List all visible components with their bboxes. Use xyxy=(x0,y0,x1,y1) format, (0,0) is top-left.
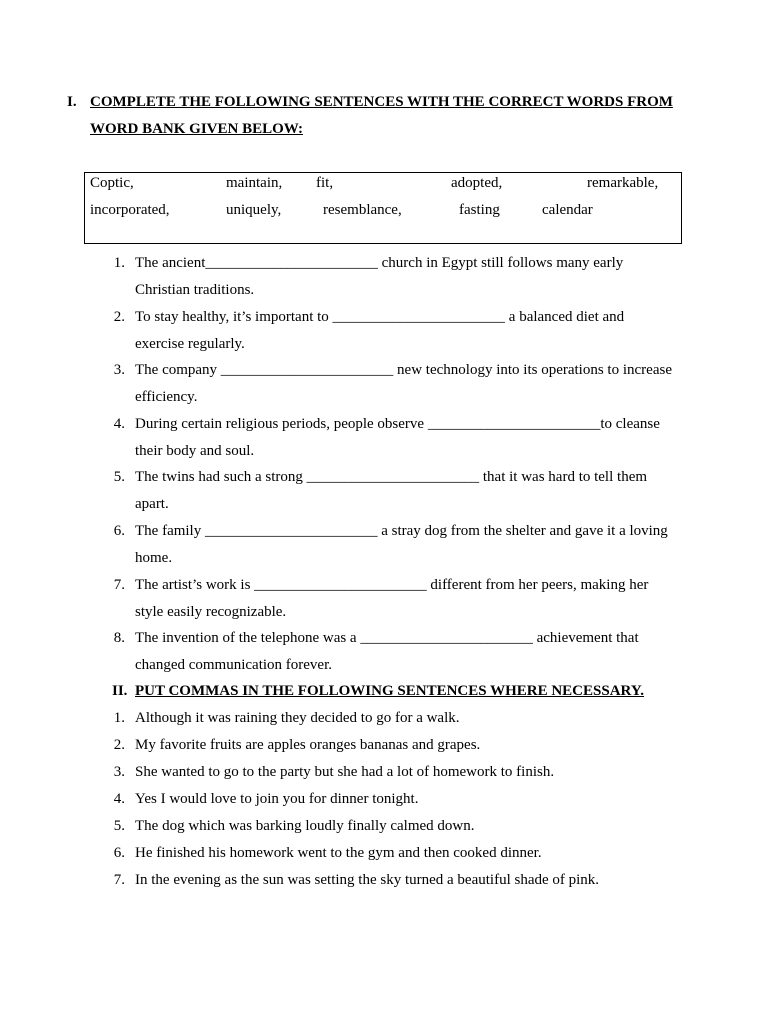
word-bank-word: maintain, xyxy=(226,175,283,191)
word-bank-word: remarkable, xyxy=(587,175,659,191)
comma-item-text: My favorite fruits are apples oranges bananas and grapes. xyxy=(135,737,481,753)
sentence-number: 4. xyxy=(113,416,125,432)
comma-item-text: The dog which was barking loudly finally calmed down. xyxy=(135,818,475,834)
section-1-number: I. xyxy=(67,94,77,110)
sentence-line: The family _______________________ a stray dog from the shelter and gave it a loving xyxy=(135,523,668,539)
word-bank-word: calendar xyxy=(542,202,593,218)
section-1-title-line-2: WORD BANK GIVEN BELOW: xyxy=(90,121,303,137)
sentence-line: To stay healthy, it’s important to _______________________ a balanced diet and xyxy=(135,309,625,325)
sentence-line: exercise regularly. xyxy=(135,336,245,352)
sentence-line: The ancient_______________________ church in Egypt still follows many early xyxy=(135,255,624,271)
sentence-line: During certain religious periods, people observe _______________________to cleanse xyxy=(135,416,660,432)
comma-item-text: He finished his homework went to the gym and then cooked dinner. xyxy=(135,845,542,861)
comma-item-text: Yes I would love to join you for dinner tonight. xyxy=(135,791,419,807)
comma-item-number: 5. xyxy=(113,818,125,834)
sentence-number: 7. xyxy=(113,577,125,593)
comma-item-number: 7. xyxy=(113,872,125,888)
section-2-number: II. xyxy=(112,683,128,699)
sentence-number: 5. xyxy=(113,469,125,485)
comma-item-text: In the evening as the sun was setting the sky turned a beautiful shade of pink. xyxy=(135,872,600,888)
sentence-line: The invention of the telephone was a _______________________ achievement that xyxy=(135,630,639,646)
word-bank-word: Coptic, xyxy=(90,175,134,191)
word-bank-word: adopted, xyxy=(451,175,503,191)
section-1-title-line-1: COMPLETE THE FOLLOWING SENTENCES WITH THE CORRECT WORDS FROM xyxy=(90,94,673,110)
sentence-line: efficiency. xyxy=(135,389,198,405)
comma-item-number: 1. xyxy=(113,710,125,726)
sentence-number: 3. xyxy=(113,362,125,378)
sentence-line: changed communication forever. xyxy=(135,657,333,673)
sentence-line: apart. xyxy=(135,496,169,512)
comma-item-text: Although it was raining they decided to go for a walk. xyxy=(135,710,460,726)
sentence-line: Christian traditions. xyxy=(135,282,255,298)
word-bank-word: incorporated, xyxy=(90,202,170,218)
section-2-title: PUT COMMAS IN THE FOLLOWING SENTENCES WHERE NECESSARY. xyxy=(135,683,645,699)
sentence-line: The artist’s work is _______________________ different from her peers, making her xyxy=(135,577,649,593)
sentence-line: style easily recognizable. xyxy=(135,604,287,620)
comma-item-number: 4. xyxy=(113,791,125,807)
comma-item-text: She wanted to go to the party but she had a lot of homework to finish. xyxy=(135,764,555,780)
sentence-number: 2. xyxy=(113,309,125,325)
word-bank-word: fasting xyxy=(459,202,500,218)
sentence-line: The company _______________________ new technology into its operations to increase xyxy=(135,362,672,378)
sentence-line: The twins had such a strong _______________________ that it was hard to tell them xyxy=(135,469,648,485)
comma-item-number: 3. xyxy=(113,764,125,780)
sentence-number: 6. xyxy=(113,523,125,539)
sentence-line: home. xyxy=(135,550,173,566)
sentence-number: 8. xyxy=(113,630,125,646)
comma-item-number: 2. xyxy=(113,737,125,753)
word-bank-word: fit, xyxy=(316,175,334,191)
word-bank-word: uniquely, xyxy=(226,202,282,218)
sentence-line: their body and soul. xyxy=(135,443,255,459)
word-bank-word: resemblance, xyxy=(323,202,402,218)
comma-item-number: 6. xyxy=(113,845,125,861)
sentence-number: 1. xyxy=(113,255,125,271)
